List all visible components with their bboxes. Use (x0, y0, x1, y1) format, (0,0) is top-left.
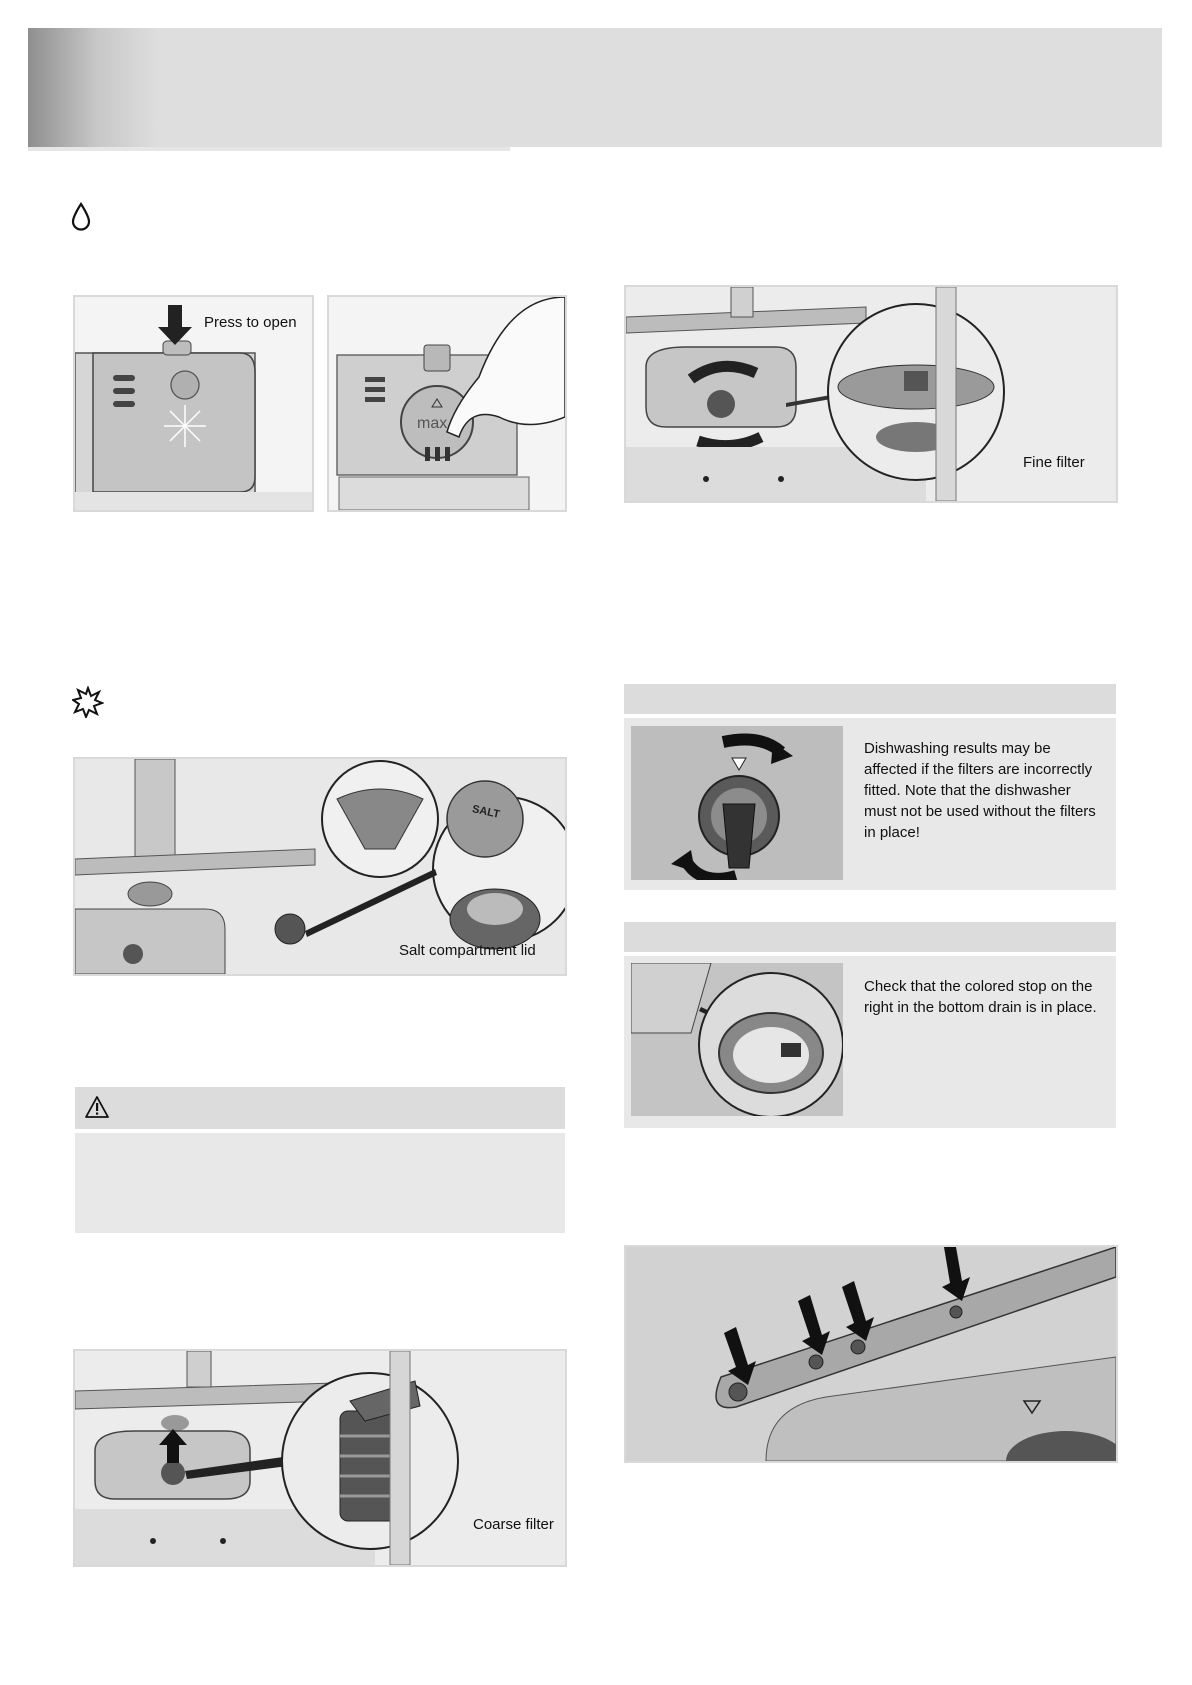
max-marking: max (417, 415, 448, 432)
sparkle-icon (72, 686, 104, 718)
drain-stop-illustration (631, 963, 843, 1116)
filters-warning-text: Dishwashing results may be affected if the filters are incorrectly fitted. Note that the dishwasher must not be used without the filters in place! (864, 740, 1096, 841)
drain-stop-text: Check that the colored stop on the right in the bottom drain is in place. (864, 978, 1097, 1016)
header-strip (28, 147, 510, 151)
press-to-open-label: Press to open (204, 314, 297, 331)
salt-lid-text: SALT (471, 803, 501, 821)
warning-header-bar (75, 1087, 565, 1129)
header-band (28, 28, 1162, 147)
drain-note-header-bar (624, 922, 1116, 952)
warning-body (75, 1133, 565, 1233)
warning-triangle-icon (84, 1095, 110, 1119)
salt-compartment-lid-label: Salt compartment lid (399, 942, 536, 959)
fine-filter-label: Fine filter (1023, 454, 1085, 471)
spray-arm-illustration (624, 1245, 1118, 1463)
filters-note-header-bar (624, 684, 1116, 714)
coarse-filter-illustration (73, 1349, 567, 1567)
rinse-aid-fill-illustration (327, 295, 567, 512)
filter-rotate-illustration (631, 726, 843, 880)
water-drop-icon (70, 202, 92, 232)
coarse-filter-label: Coarse filter (473, 1516, 554, 1533)
